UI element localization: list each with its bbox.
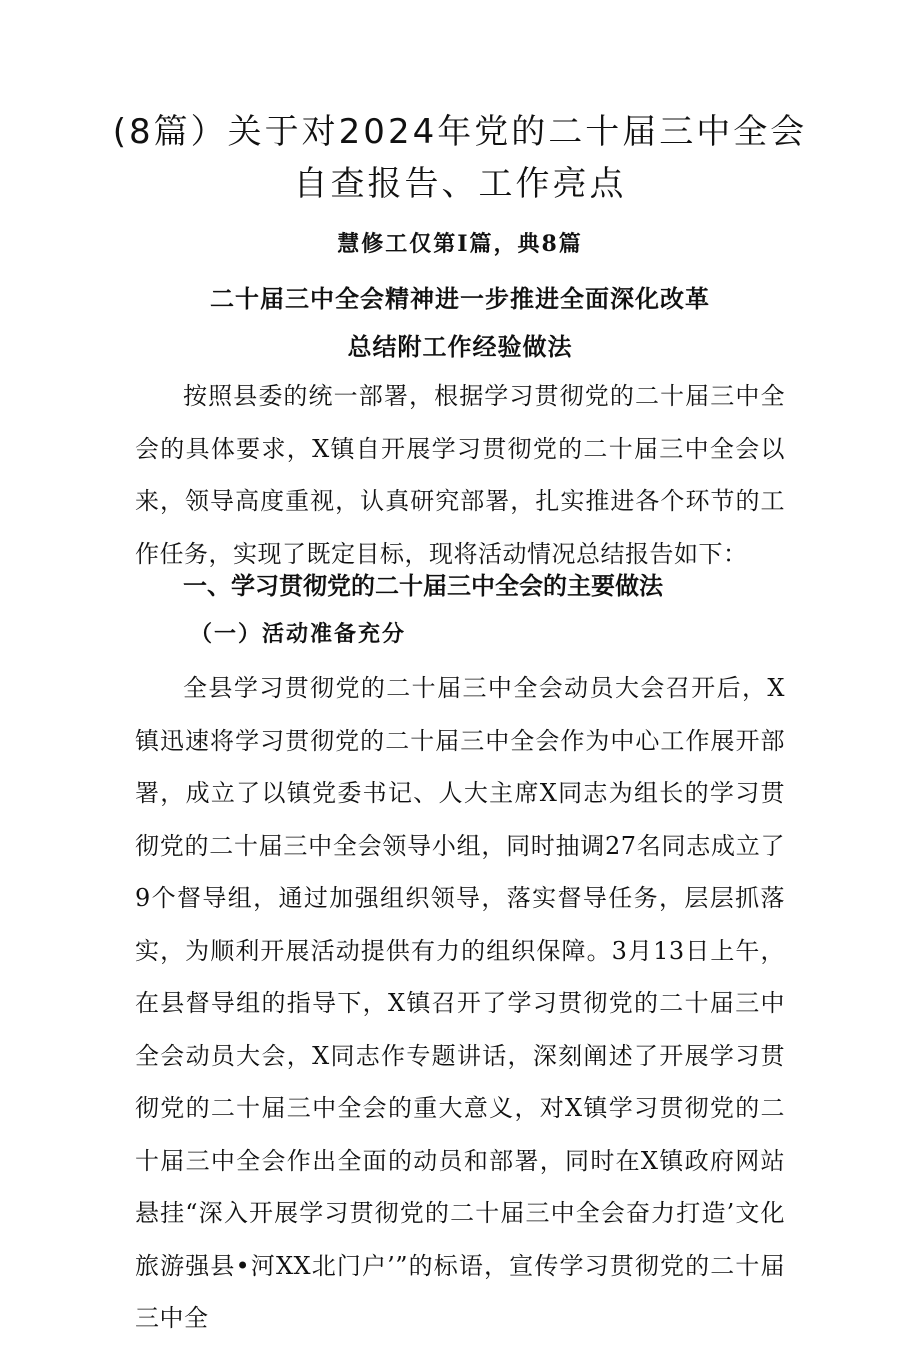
document-title-line-1: (8篇）关于对2024年党的二十届三中全会 bbox=[112, 112, 808, 152]
subsection-heading-1: （一）活动准备充分 bbox=[190, 621, 407, 647]
article-heading-line-2: 总结附工作经验做法 bbox=[347, 333, 573, 361]
body-paragraph-2: 全县学习贯彻党的二十届三中全会动员大会召开后，X镇迅速将学习贯彻党的二十届三中全会作为中心工作展开部署，成立了以镇党委书记、人大主席X同志为组长的学习贯彻党的二十届三中全会领导小组，同时抽调27名同志成立了9个督导组，通过加强组织领导，落实督导任务，层层抓落实，为顺利开展活动提供有力的组织保障。3月13日上午，在县督导组的指导下，X镇召开了学习贯彻党的二十届三中全会动员大会，X同志作专题讲话，深刻阐述了开展学习贯彻党的二十届三中全会的重大意义，对X镇学习贯彻党的二十届三中全会作出全面的动员和部署，同时在X镇政府网站悬挂“深入开展学习贯彻党的二十届三中全会奋力打造’文化旅游强县•河XX北门户’”的标语，宣传学习贯彻党的二十届三中全 bbox=[135, 674, 785, 1332]
intro-paragraph: 按照县委的统一部署，根据学习贯彻党的二十届三中全会的具体要求，X镇自开展学习贯彻党的二十届三中全会以来，领导高度重视，认真研究部署，扎实推进各个环节的工作任务，实现了既定目标，现将活动情况总结报告如下： bbox=[135, 382, 785, 568]
article-heading-line-1: 二十届三中全会精神进一步推进全面深化改革 bbox=[210, 285, 710, 313]
document-subtitle: 慧修工仅第Ⅰ篇，典8篇 bbox=[337, 231, 583, 257]
document-title-line-2: 自查报告、工作亮点 bbox=[293, 164, 627, 204]
section-heading-1: 一、学习贯彻党的二十届三中全会的主要做法 bbox=[183, 572, 663, 600]
